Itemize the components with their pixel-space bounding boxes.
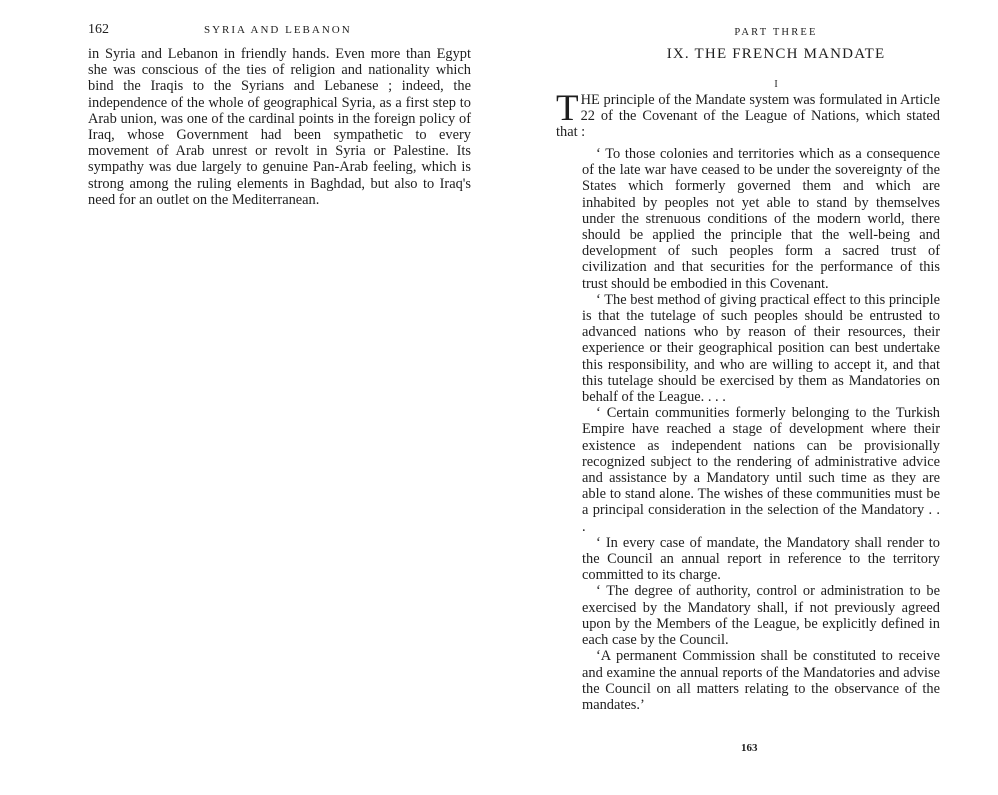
left-page [0, 0, 498, 795]
quote-paragraph: ‘ The best method of giving practical effect to this principle is that the tutelage of such peoples should be entrusted to advanced nations who by reason of their resources, their experience or their geographical position can best undertake this responsibility, and who are willing to accept it, and that this tutelage should be exercised by them as Mandatories on behalf of the League. . . . [582, 291, 940, 406]
quote-paragraph: ‘ The degree of authority, control or administration to be exercised by the Mandatory shall, if not previously agreed upon by the Members of the League, be explicitly defined in each case by the Council. [582, 583, 940, 649]
intro-paragraph [556, 88, 940, 141]
left-body-paragraph: in Syria and Lebanon in friendly hands. Even more than Egypt she was conscious of the ties of religion and nationality which bind the Iraqis to the Syrians and Lebanese ; indeed, the independence of the whole of geographical Syria, as a first step to Arab union, was one of the cardinal points in the foreign policy of Iraq, whose Government had been sympathetic to every movement of Arab unrest or revolt in Syria or Palestine. Its sympathy was due largely to genuine Pan-Arab feeling, which is strong among the ruling elements in Baghdad, but also to Iraq's need for an outlet on the Mediterranean. [88, 46, 471, 208]
quote-paragraph: ‘A permanent Commission shall be constituted to receive and examine the annual reports of the Mandatories and advise the Council on all matters relating to the observance of the mandates.’ [582, 648, 940, 713]
part-label: PART THREE [734, 27, 818, 38]
chapter-title: IX. THE FRENCH MANDATE [666, 46, 886, 62]
drop-cap: T [556, 88, 579, 129]
page-number-right: 163 [741, 742, 758, 754]
right-page [498, 0, 998, 795]
covenant-quotation [582, 146, 940, 713]
running-head: SYRIA AND LEBANON [204, 24, 352, 36]
quote-paragraph: ‘ In every case of mandate, the Mandatory shall render to the Council an annual report in reference to the territory committed to its charge. [582, 534, 940, 584]
quote-paragraph: ‘ Certain communities formerly belonging to the Turkish Empire have reached a stage of development where their existence as independent nations can be provisionally recognized subject to the rendering of administrative advice and assistance by a Mandatory until such time as they are able to stand alone. The wishes of these communities must be a principal consideration in the selection of the Mandatory . . . [582, 405, 940, 535]
section-number: I [774, 79, 778, 90]
quote-paragraph: ‘ To those colonies and territories which as a consequence of the late war have ceased to be under the sovereignty of the States which formerly governed them and which are inhabited by peoples not yet able to stand by themselves under the strenuous conditions of the modern world, there should be applied the principle that the well-being and development of such peoples form a sacred trust of civilization and that securities for the performance of this trust should be embodied in this Covenant. [582, 146, 940, 292]
page-number-left: 162 [88, 22, 109, 37]
intro-text: HE principle of the Mandate system was formulated in Article 22 of the Covenant of the League of Nations, which stated that : [556, 92, 940, 141]
